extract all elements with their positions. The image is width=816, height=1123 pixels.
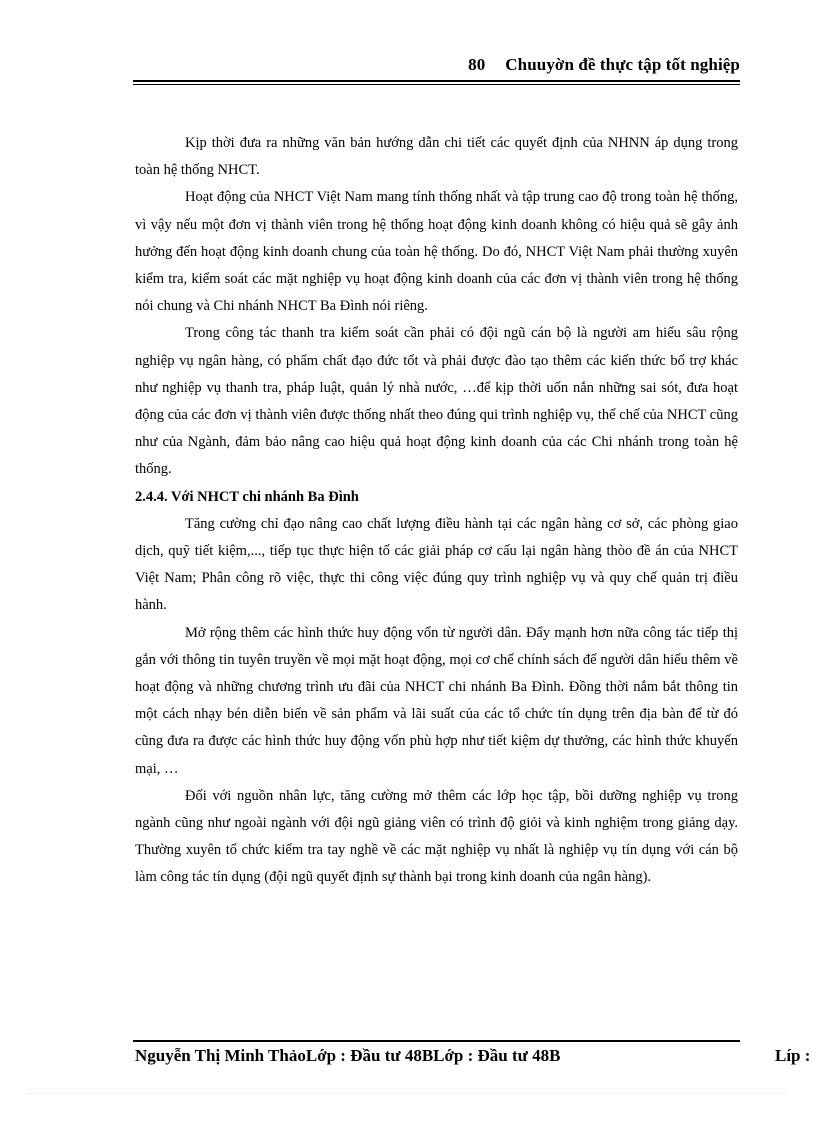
footer-author: Nguyễn Thị Minh ThảoLớp : Đầu tư 48BLớp : Đầu tư 48B: [135, 1046, 561, 1065]
paragraph: Hoạt động của NHCT Việt Nam mang tính thống nhất và tập trung cao độ trong toàn hệ thống, vì vậy nếu một đơn vị thành viên trong hệ thống hoạt động kinh doanh không có hiệu quả sẽ gây ảnh hưởng đến hoạt động kinh doanh chung của toàn hệ thống. Do đó, NHCT Việt Nam phải thường xuyên kiểm tra, kiểm soát các mặt nghiệp vụ hoạt động kinh doanh của các đơn vị thành viên trong hệ thống nói chung và Chi nhánh NHCT Ba Đình nói riêng.: [135, 189, 738, 315]
paragraph: Mở rộng thêm các hình thức huy động vốn từ người dân. Đẩy mạnh hơn nữa công tác tiếp thị gắn với thông tin tuyên truyền về mọi mặt hoạt động, mọi cơ chế chính sách để người dân hiểu thêm về hoạt động và những chương trình ưu đãi của NHCT chi nhánh Ba Đình. Đồng thời nắm bắt thông tin một cách nhạy bén diễn biến về sản phẩm và lãi suất của các tổ chức tín dụng trên địa bàn để từ đó cũng đưa ra được các hình thức huy động vốn phù hợp như tiết kiệm dự thưởng, các hình thức khuyến mại, …: [135, 624, 738, 777]
paragraph: Đối với nguồn nhân lực, tăng cường mở thêm các lớp học tập, bồi dưỡng nghiệp vụ trong ngành cũng như ngoài ngành với đội ngũ giảng viên có trình độ giỏi và kinh nghiệm trong giảng dạy. Thường xuyên tổ chức kiểm tra tay nghề về các mặt nghiệp vụ nhất là nghiệp vụ tín dụng với cán bộ làm công tác tín dụng (đội ngũ quyết định sự thành bại trong kinh doanh của ngân hàng).: [135, 787, 738, 886]
paragraph: Tăng cường chỉ đạo nâng cao chất lượng điều hành tại các ngân hàng cơ sở, các phòng giao dịch, quỹ tiết kiệm,..., tiếp tục thực hiện tố các giải pháp cơ cấu lại ngân hàng thòo đề án của NHCT Việt Nam; Phân công rõ việc, thực thi công việc đúng quy trình nghiệp vụ và quy chế quản trị điều hành.: [135, 515, 738, 614]
header-rule-thick: [133, 80, 740, 82]
footer-rule: [133, 1040, 740, 1042]
page-header: [133, 52, 740, 78]
document-body: [135, 130, 738, 892]
header-rule-thin: [133, 84, 740, 85]
paragraph: Trong công tác thanh tra kiểm soát cần phải có đội ngũ cán bộ là người am hiểu sâu rộng nghiệp vụ ngân hàng, có phẩm chất đạo đức tốt và phải được đào tạo thêm các kiến thức bổ trợ khác như nghiệp vụ thanh tra, pháp luật, quản lý nhà nước, …để kịp thời uốn nắn những sai sót, đưa hoạt động của các đơn vị thành viên được thống nhất theo đúng qui trình nghiệp vụ, thể chế của NHCT cũng như của Ngành, đảm bảo nâng cao hiệu quả hoạt động kinh doanh của các Chi nhánh trong toàn hệ thống.: [135, 325, 738, 478]
section-heading: 2.4.4. Với NHCT chi nhánh Ba Đình: [135, 488, 359, 505]
footer-class-label: Líp :: [775, 1046, 811, 1065]
header-title: Chuuyờn đề thực tập tốt nghiệp: [505, 55, 740, 74]
paragraph: Kịp thời đưa ra những văn bản hướng dẫn chi tiết các quyết định của NHNN áp dụng trong toàn hệ thống NHCT.: [135, 135, 738, 179]
page-break-line: [28, 1093, 788, 1094]
page-number: 80: [468, 55, 486, 74]
